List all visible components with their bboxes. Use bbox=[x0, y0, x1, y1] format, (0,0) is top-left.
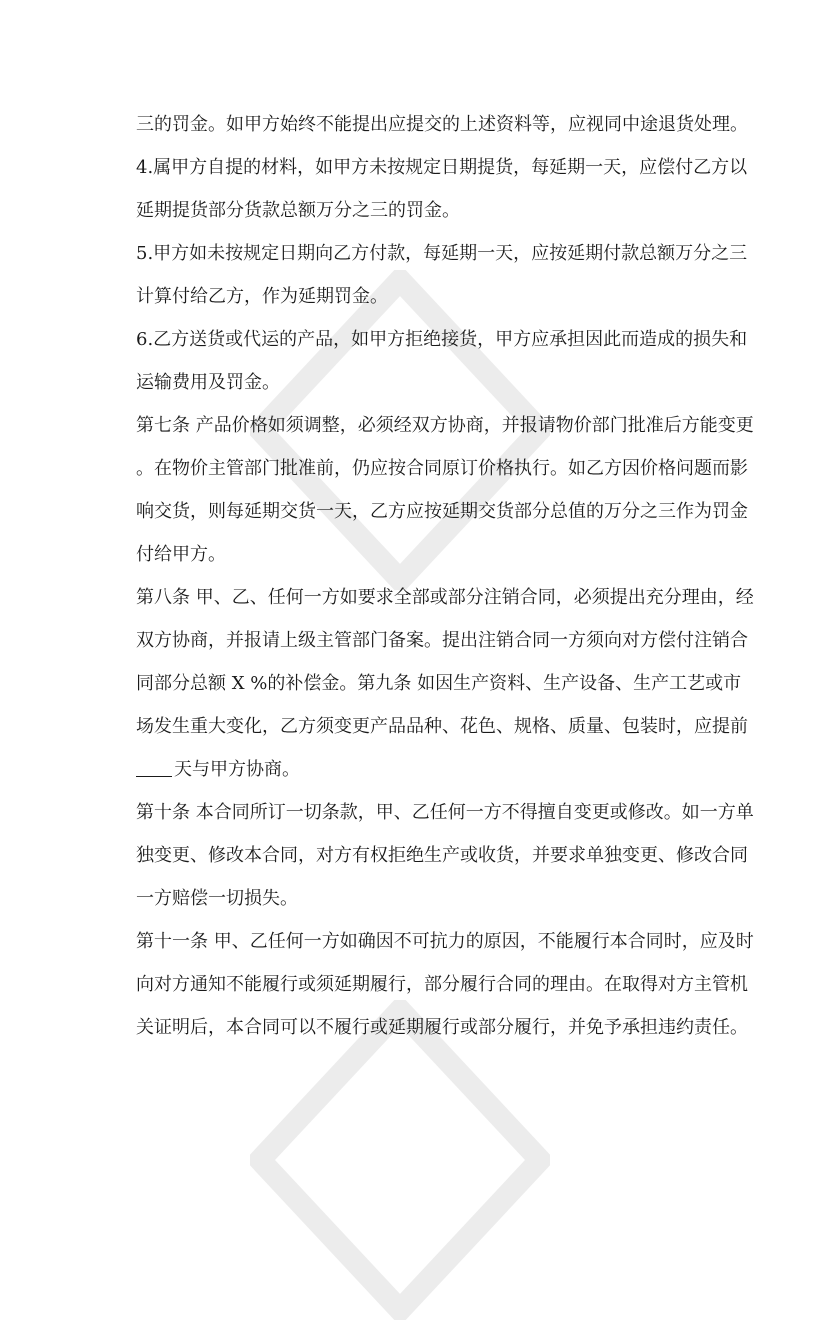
line-text: 三的罚金。如甲方始终不能提出应提交的上述资料等，应视同中途退货处理。 bbox=[136, 114, 748, 135]
line-text: 向对方通知不能履行或须延期履行，部分履行合同的理由。在取得对方主管机 bbox=[136, 974, 748, 995]
text-line bbox=[136, 843, 748, 869]
text-line bbox=[136, 972, 748, 998]
line-text: 4.属甲方自提的材料，如甲方未按规定日期提货，每延期一天，应偿付乙方以 bbox=[136, 157, 748, 178]
line-text: 响交货，则每延期交货一天，乙方应按延期交货部分总值的万分之三作为罚金 bbox=[136, 501, 748, 522]
text-line bbox=[136, 800, 754, 826]
line-text: 天与甲方协商。 bbox=[174, 759, 300, 780]
line-text: 。在物价主管部门批准前，仍应按合同原订价格执行。如乙方因价格问题而影 bbox=[136, 458, 748, 479]
text-line bbox=[136, 112, 748, 138]
watermark-logo bbox=[250, 1000, 550, 1320]
line-text: 5.甲方如未按规定日期向乙方付款，每延期一天，应按延期付款总额万分之三 bbox=[136, 243, 748, 264]
text-line bbox=[136, 628, 748, 654]
line-text: 延期提货部分货款总额万分之三的罚金。 bbox=[136, 200, 460, 221]
text-line bbox=[136, 198, 740, 224]
line-text: 双方协商，并报请上级主管部门备案。提出注销合同一方须向对方偿付注销合 bbox=[136, 630, 748, 651]
text-line bbox=[136, 714, 748, 740]
text-line bbox=[136, 542, 740, 568]
text-line bbox=[136, 155, 748, 181]
line-text: 第十一条 甲、乙任何一方如确因不可抗力的原因，不能履行本合同时，应及时 bbox=[136, 931, 754, 952]
text-line bbox=[136, 757, 740, 783]
line-text: 一方赔偿一切损失。 bbox=[136, 888, 298, 909]
text-line bbox=[136, 284, 740, 310]
text-line bbox=[136, 456, 748, 482]
line-text: 第七条 产品价格如须调整，必须经双方协商，并报请物价部门批准后方能变更 bbox=[136, 415, 754, 436]
text-line bbox=[136, 241, 748, 267]
text-line bbox=[136, 370, 740, 396]
text-line bbox=[136, 585, 754, 611]
line-text: 关证明后，本合同可以不履行或延期履行或部分履行，并免予承担违约责任。 bbox=[136, 1017, 748, 1038]
line-text: 6.乙方送货或代运的产品，如甲方拒绝接货，甲方应承担因此而造成的损失和 bbox=[136, 329, 748, 350]
line-text: 同部分总额 X %的补偿金。第九条 如因生产资料、生产设备、生产工艺或市 bbox=[136, 673, 742, 694]
text-line bbox=[136, 413, 754, 439]
line-text: 计算付给乙方，作为延期罚金。 bbox=[136, 286, 388, 307]
line-text: 运输费用及罚金。 bbox=[136, 372, 280, 393]
fill-in-blank bbox=[136, 758, 172, 777]
line-text: 独变更、修改本合同，对方有权拒绝生产或收货，并要求单独变更、修改合同 bbox=[136, 845, 748, 866]
text-line bbox=[136, 327, 748, 353]
text-line bbox=[136, 929, 754, 955]
text-line bbox=[136, 1015, 748, 1041]
line-text: 第八条 甲、乙、任何一方如要求全部或部分注销合同，必须提出充分理由，经 bbox=[136, 587, 754, 608]
line-text: 场发生重大变化，乙方须变更产品品种、花色、规格、质量、包装时，应提前 bbox=[136, 716, 748, 737]
line-text: 付给甲方。 bbox=[136, 544, 226, 565]
line-text: 第十条 本合同所订一切条款，甲、乙任何一方不得擅自变更或修改。如一方单 bbox=[136, 802, 754, 823]
text-line bbox=[136, 886, 740, 912]
text-line bbox=[136, 499, 748, 525]
text-line bbox=[136, 671, 740, 697]
